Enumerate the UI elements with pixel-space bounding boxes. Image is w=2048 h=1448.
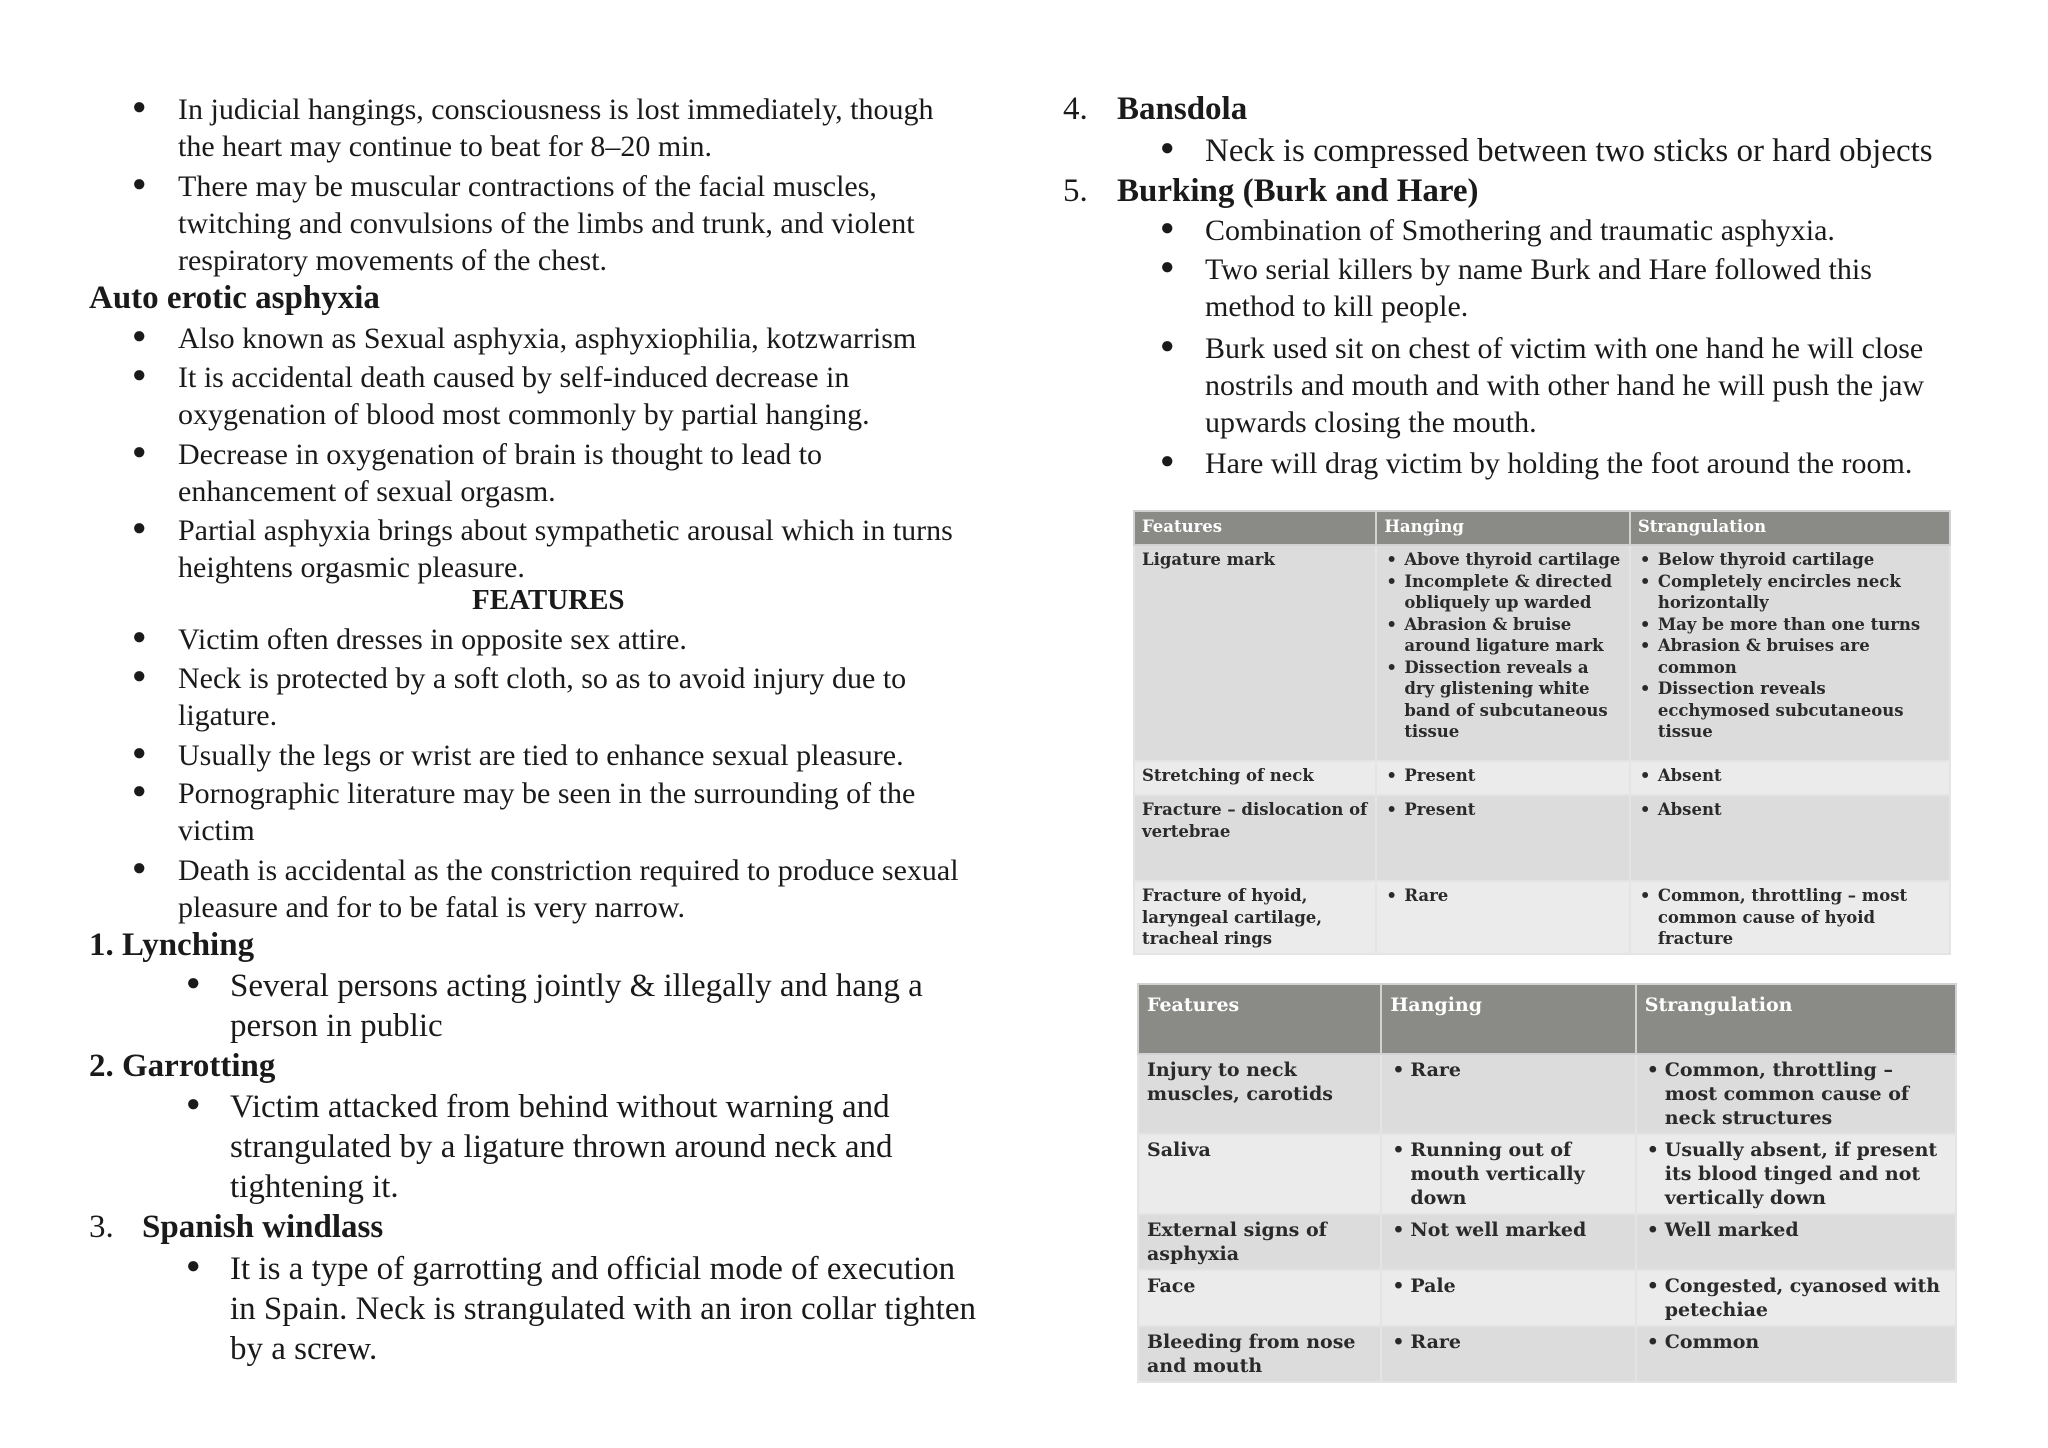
hanging-cell bbox=[1376, 545, 1630, 761]
auto-bullet-3-line-1: Decrease in oxygenation of brain is thought to lead to bbox=[178, 438, 822, 471]
list-item: • Absent bbox=[1638, 765, 1942, 787]
hanging-cell bbox=[1376, 795, 1630, 881]
burking-bullet-3-line-2: nostrils and mouth and with other hand he will push the jaw bbox=[1205, 369, 1925, 402]
auto-erotic-heading: Auto erotic asphyxia bbox=[89, 280, 380, 316]
features-heading: FEATURES bbox=[472, 584, 625, 616]
list-item: • Present bbox=[1384, 765, 1622, 787]
feature-cell: Fracture – dislocation of vertebrae bbox=[1134, 795, 1376, 881]
header-features: Features bbox=[1138, 984, 1381, 1054]
feature-bullet-2-line-2: ligature. bbox=[178, 699, 278, 732]
table-row bbox=[1138, 1270, 1956, 1326]
strangulation-cell bbox=[1636, 1326, 1956, 1382]
table-row bbox=[1138, 1054, 1956, 1134]
feature-cell: Stretching of neck bbox=[1134, 761, 1376, 795]
hanging-cell bbox=[1381, 1270, 1635, 1326]
strangulation-cell bbox=[1636, 1214, 1956, 1270]
header-strangulation: Strangulation bbox=[1630, 511, 1950, 545]
list-item: • Pale bbox=[1390, 1274, 1626, 1298]
bullet-icon: ● bbox=[186, 1253, 201, 1279]
garrotting-bullet-line-2: strangulated by a ligature thrown around neck and bbox=[230, 1129, 893, 1165]
table-row bbox=[1138, 1326, 1956, 1382]
burking-heading: Burking (Burk and Hare) bbox=[1117, 173, 1479, 209]
intro-bullet-1-line-2: the heart may continue to beat for 8–20 min. bbox=[178, 130, 713, 163]
spanish-bullet-line-2: in Spain. Neck is strangulated with an iron collar tighten bbox=[230, 1291, 976, 1327]
list-item: • Absent bbox=[1638, 799, 1942, 821]
burking-bullet-2-line-2: method to kill people. bbox=[1205, 290, 1469, 323]
feature-cell: Fracture of hyoid, laryngeal cartilage, tracheal rings bbox=[1134, 881, 1376, 954]
feature-cell: Ligature mark bbox=[1134, 545, 1376, 761]
feature-bullet-5-line-2: pleasure and for to be fatal is very narrow. bbox=[178, 891, 686, 924]
bullet-icon: ● bbox=[132, 663, 147, 689]
intro-bullet-2-line-1: There may be muscular contractions of the facial muscles, bbox=[178, 170, 877, 203]
list-item: • May be more than one turns bbox=[1638, 614, 1942, 636]
table-row bbox=[1134, 795, 1950, 881]
bullet-icon: ● bbox=[1160, 215, 1175, 241]
header-strangulation: Strangulation bbox=[1636, 984, 1956, 1054]
list-item: • Rare bbox=[1384, 885, 1622, 907]
list-item: • Running out of mouth vertically down bbox=[1390, 1138, 1626, 1210]
auto-bullet-2-line-1: It is accidental death caused by self-induced decrease in bbox=[178, 361, 850, 394]
header-hanging: Hanging bbox=[1381, 984, 1635, 1054]
list-item: • Above thyroid cartilage bbox=[1384, 549, 1622, 571]
list-item: • Well marked bbox=[1645, 1218, 1947, 1242]
strangulation-cell bbox=[1630, 761, 1950, 795]
hanging-cell bbox=[1381, 1134, 1635, 1214]
list-item: • Rare bbox=[1390, 1330, 1626, 1354]
bullet-icon: ● bbox=[1160, 333, 1175, 359]
bullet-icon: ● bbox=[1160, 135, 1175, 161]
feature-bullet-4-line-2: victim bbox=[178, 814, 255, 847]
intro-bullet-2-line-3: respiratory movements of the chest. bbox=[178, 244, 608, 277]
strangulation-cell bbox=[1630, 881, 1950, 954]
bullet-icon: ● bbox=[132, 362, 147, 388]
feature-bullet-1: Victim often dresses in opposite sex attire. bbox=[178, 623, 687, 656]
bullet-icon: ● bbox=[186, 970, 201, 996]
lynching-bullet-line-1: Several persons acting jointly & illegally and hang a bbox=[230, 968, 923, 1004]
hanging-cell bbox=[1381, 1326, 1635, 1382]
feature-bullet-5-line-1: Death is accidental as the constriction required to produce sexual bbox=[178, 854, 959, 887]
bullet-icon: ● bbox=[132, 740, 147, 766]
list-item: • Incomplete & directed obliquely up warded bbox=[1384, 571, 1622, 614]
strangulation-cell bbox=[1630, 795, 1950, 881]
bullet-icon: ● bbox=[132, 855, 147, 881]
bullet-icon: ● bbox=[132, 439, 147, 465]
bansdola-number: 4. bbox=[1063, 91, 1088, 127]
burking-number: 5. bbox=[1063, 173, 1088, 209]
bullet-icon: ● bbox=[132, 94, 147, 120]
burking-bullet-4: Hare will drag victim by holding the foot around the room. bbox=[1205, 447, 1913, 480]
spanish-bullet-line-1: It is a type of garrotting and official mode of execution bbox=[230, 1251, 956, 1287]
garrotting-bullet-line-1: Victim attacked from behind without warning and bbox=[230, 1089, 890, 1125]
feature-cell: Injury to neck muscles, carotids bbox=[1138, 1054, 1381, 1134]
list-item: • Usually absent, if present its blood tinged and not vertically down bbox=[1645, 1138, 1947, 1210]
header-features: Features bbox=[1134, 511, 1376, 545]
bullet-icon: ● bbox=[186, 1091, 201, 1117]
hanging-cell bbox=[1376, 881, 1630, 954]
burking-bullet-3-line-1: Burk used sit on chest of victim with one hand he will close bbox=[1205, 332, 1924, 365]
table-row bbox=[1134, 881, 1950, 954]
table-row bbox=[1134, 761, 1950, 795]
table-row bbox=[1138, 1214, 1956, 1270]
header-hanging: Hanging bbox=[1376, 511, 1630, 545]
table-row bbox=[1134, 545, 1950, 761]
feature-bullet-3: Usually the legs or wrist are tied to enhance sexual pleasure. bbox=[178, 739, 904, 772]
feature-cell: Saliva bbox=[1138, 1134, 1381, 1214]
lynching-bullet-line-2: person in public bbox=[230, 1008, 443, 1044]
intro-bullet-2-line-2: twitching and convulsions of the limbs and trunk, and violent bbox=[178, 207, 915, 240]
spanish-number: 3. bbox=[89, 1209, 114, 1245]
strangulation-cell bbox=[1636, 1054, 1956, 1134]
strangulation-cell bbox=[1636, 1134, 1956, 1214]
garrotting-heading: 2. Garrotting bbox=[89, 1048, 276, 1084]
list-item: • Dissection reveals a dry glistening white band of subcutaneous tissue bbox=[1384, 657, 1622, 743]
burking-bullet-3-line-3: upwards closing the mouth. bbox=[1205, 406, 1537, 439]
bullet-icon: ● bbox=[1160, 254, 1175, 280]
list-item: • Dissection reveals ecchymosed subcutaneous tissue bbox=[1638, 678, 1942, 743]
list-item: • Below thyroid cartilage bbox=[1638, 549, 1942, 571]
lynching-heading: 1. Lynching bbox=[89, 927, 255, 963]
list-item: • Completely encircles neck horizontally bbox=[1638, 571, 1942, 614]
feature-bullet-4-line-1: Pornographic literature may be seen in the surrounding of the bbox=[178, 777, 916, 810]
bullet-icon: ● bbox=[132, 515, 147, 541]
hanging-cell bbox=[1376, 761, 1630, 795]
hanging-cell bbox=[1381, 1214, 1635, 1270]
intro-bullet-1-line-1: In judicial hangings, consciousness is lost immediately, though bbox=[178, 93, 934, 126]
list-item: • Abrasion & bruises are common bbox=[1638, 635, 1942, 678]
table-header-row bbox=[1134, 511, 1950, 545]
garrotting-bullet-line-3: tightening it. bbox=[230, 1169, 399, 1205]
feature-cell: Face bbox=[1138, 1270, 1381, 1326]
list-item: • Not well marked bbox=[1390, 1218, 1626, 1242]
spanish-bullet-line-3: by a screw. bbox=[230, 1331, 378, 1367]
table-row bbox=[1138, 1134, 1956, 1214]
strangulation-cell bbox=[1636, 1270, 1956, 1326]
auto-bullet-2-line-2: oxygenation of blood most commonly by partial hanging. bbox=[178, 398, 870, 431]
hanging-vs-strangulation-table-2 bbox=[1137, 983, 1957, 1383]
list-item: • Abrasion & bruise around ligature mark bbox=[1384, 614, 1622, 657]
bullet-icon: ● bbox=[1160, 448, 1175, 474]
spanish-heading: Spanish windlass bbox=[142, 1209, 384, 1245]
auto-bullet-3-line-2: enhancement of sexual orgasm. bbox=[178, 475, 556, 508]
list-item: • Congested, cyanosed with petechiae bbox=[1645, 1274, 1947, 1322]
bansdola-heading: Bansdola bbox=[1117, 91, 1248, 127]
auto-bullet-4-line-1: Partial asphyxia brings about sympathetic arousal which in turns bbox=[178, 514, 953, 547]
list-item: • Present bbox=[1384, 799, 1622, 821]
burking-bullet-1: Combination of Smothering and traumatic asphyxia. bbox=[1205, 214, 1835, 247]
bullet-icon: ● bbox=[132, 171, 147, 197]
list-item: • Common bbox=[1645, 1330, 1947, 1354]
burking-bullet-2-line-1: Two serial killers by name Burk and Hare followed this bbox=[1205, 253, 1872, 286]
strangulation-cell bbox=[1630, 545, 1950, 761]
auto-bullet-4-line-2: heightens orgasmic pleasure. bbox=[178, 551, 525, 584]
table-header-row bbox=[1138, 984, 1956, 1054]
list-item: • Common, throttling – most common cause of neck structures bbox=[1645, 1058, 1947, 1130]
list-item: • Rare bbox=[1390, 1058, 1626, 1082]
feature-bullet-2-line-1: Neck is protected by a soft cloth, so as to avoid injury due to bbox=[178, 662, 907, 695]
hanging-vs-strangulation-table-1 bbox=[1133, 510, 1951, 955]
bullet-icon: ● bbox=[132, 778, 147, 804]
bullet-icon: ● bbox=[132, 323, 147, 349]
list-item: • Common, throttling – most common cause of hyoid fracture bbox=[1638, 885, 1942, 950]
bullet-icon: ● bbox=[132, 624, 147, 650]
auto-bullet-1: Also known as Sexual asphyxia, asphyxiophilia, kotzwarrism bbox=[178, 322, 917, 355]
hanging-cell bbox=[1381, 1054, 1635, 1134]
feature-cell: External signs of asphyxia bbox=[1138, 1214, 1381, 1270]
bansdola-bullet: Neck is compressed between two sticks or hard objects bbox=[1205, 133, 1933, 169]
feature-cell: Bleeding from nose and mouth bbox=[1138, 1326, 1381, 1382]
